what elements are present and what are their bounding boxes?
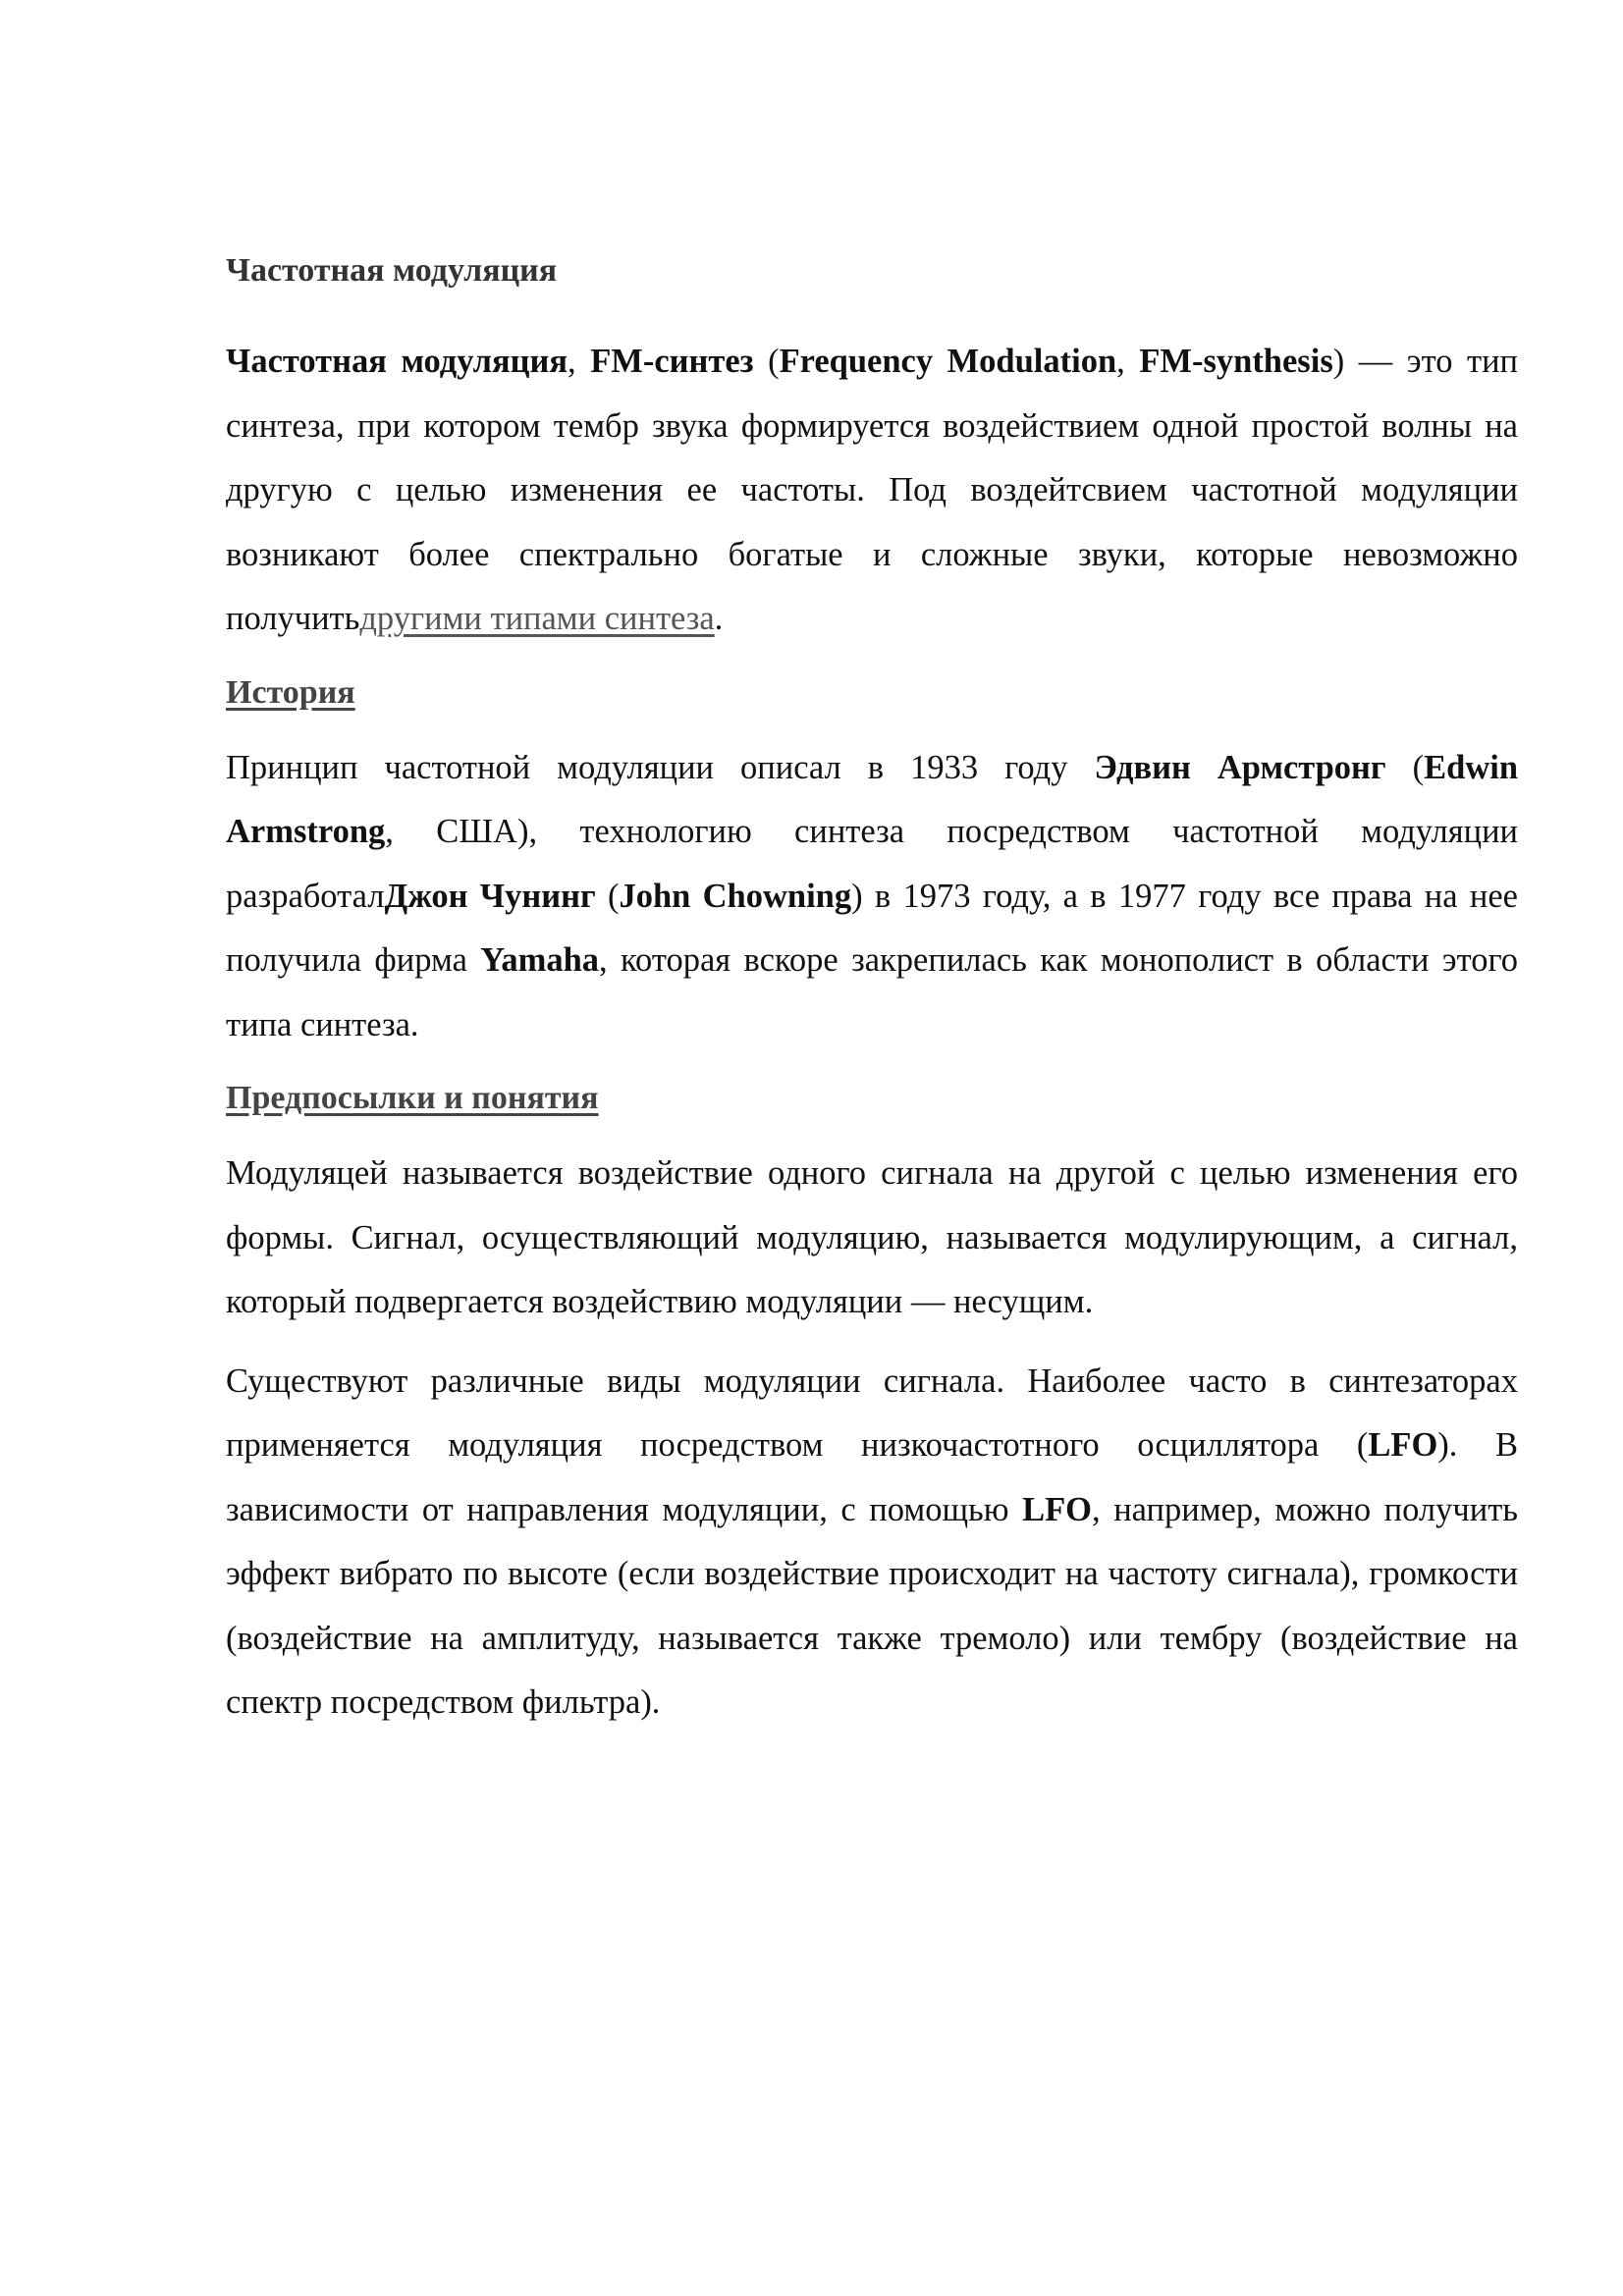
intro-paragraph: Частотная модуляция, FM-синтез (Frequency Modulation, FM-synthesis) — это тип синтеза, при котором тембр звука формируется воздействием одной простой волны на другую с целью изменения ее частоты. Под воздейтсвием частотной модуляции возникают более спектрально богатые и сложные звуки, которые невозможно получитьдругими типами синтеза. xyxy=(226,343,1519,637)
term-frequency-modulation: Frequency Modulation xyxy=(779,343,1117,380)
name-chowning-ru: Джон Чунинг xyxy=(384,877,596,915)
page-title: Частотная модуляция xyxy=(226,252,558,289)
concepts-paragraph-1: Модуляцей называется воздействие одного сигнала на другой с целью изменения его формы. Сигнал, осуществляющий модуляцию, называется модулирующим, а сигнал, который подвергается воздействию модуляции — несущим. xyxy=(226,1154,1518,1320)
term-fm: Частотная модуляция xyxy=(226,343,568,380)
concepts-paragraph-2: Существуют различные виды модуляции сигнала. Наиболее часто в синтезаторах применяется модуляция посредством низкочастотного осциллятора (LFO). В зависимости от направления модуляции, с помощью LFO, например, можно получить эффект вибрато по высоте (если воздействие происходит на частоту сигнала), громкости (воздействие на амплитуду, называется также тремоло) или тембру (воздействие на спектр посредством фильтра). xyxy=(226,1362,1519,1721)
term-fm-synthesis: FM-synthesis xyxy=(1139,343,1333,380)
term-lfo: LFO xyxy=(1368,1426,1438,1464)
document-page xyxy=(226,243,1518,1735)
section-heading-history[interactable]: История xyxy=(226,673,355,711)
term-lfo-2: LFO xyxy=(1022,1490,1093,1528)
link-other-synthesis-types[interactable]: другими типами синтеза xyxy=(359,600,715,637)
name-chowning-en: John Chowning xyxy=(619,877,852,915)
history-paragraph: Принцип частотной модуляции описал в 1933 году Эдвин Армстронг (Edwin Armstrong, США), технологию синтеза посредством частотной модуляции разработалДжон Чунинг (John Chowning) в 1973 году, а в 1977 году все права на нее получила фирма Yamaha, которая вскоре закрепилась как монополист в области этого типа синтеза. xyxy=(226,748,1519,1043)
name-armstrong-en: Edwin Armstrong xyxy=(226,748,1519,850)
term-fm-synth: FM-синтез xyxy=(590,343,754,380)
name-armstrong-ru: Эдвин Армстронг xyxy=(1094,748,1386,786)
name-yamaha: Yamaha xyxy=(480,941,600,979)
section-heading-concepts[interactable]: Предпосылки и понятия xyxy=(226,1080,599,1116)
